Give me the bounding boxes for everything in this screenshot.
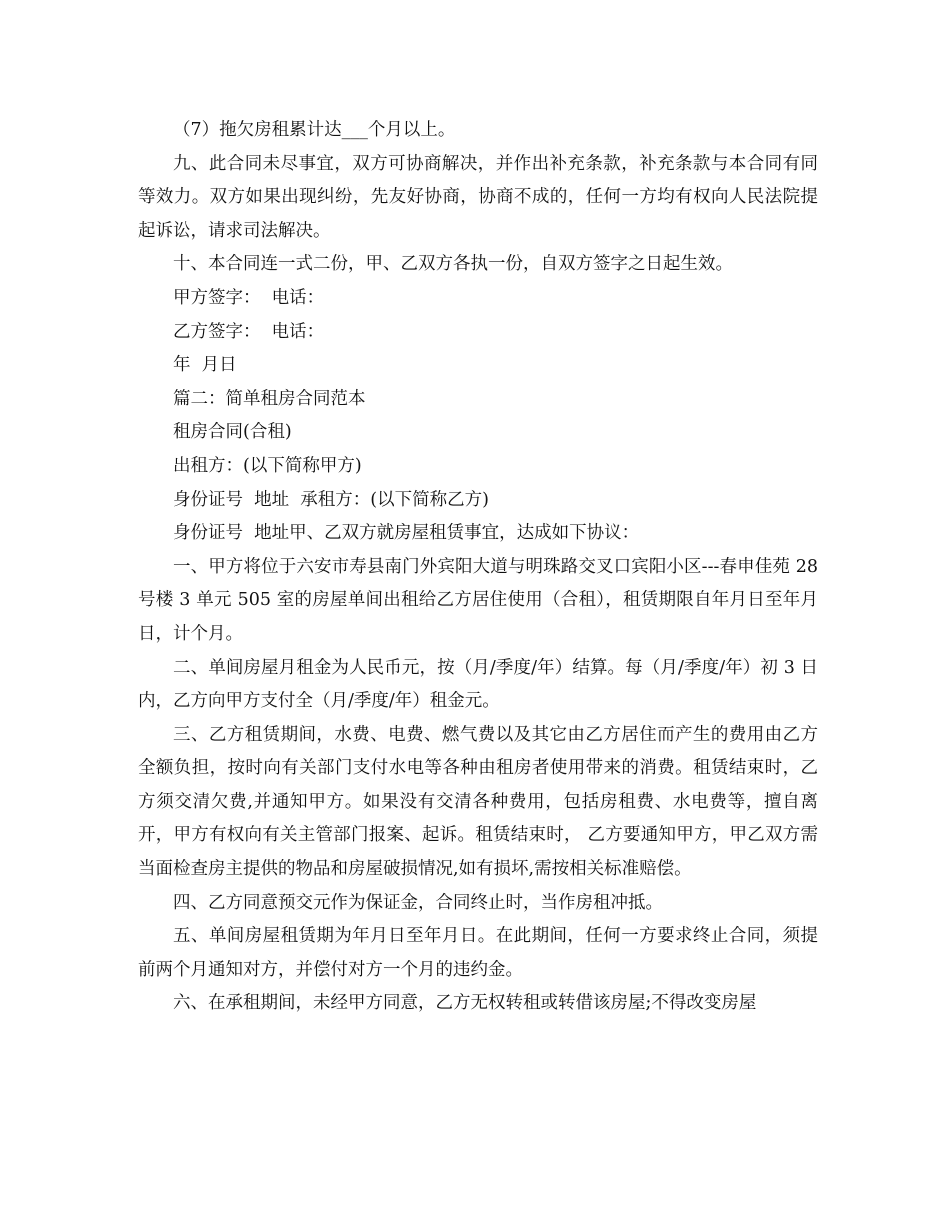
signature-line-party-b: 乙方签字： 电话：	[173, 321, 325, 342]
paragraph-clause-one: 一、甲方将位于六安市寿县南门外宾阳大道与明珠路交叉口宾阳小区---春申佳苑 28 号楼 3 单元 505 室的房屋单间出租给乙方居住使用（合租），租赁期限自年月日至年月日，计个月。	[138, 556, 824, 644]
id-address-agreement-line: 身份证号 地址甲、乙双方就房屋租赁事宜，达成如下协议：	[173, 523, 640, 544]
contract-title: 租房合同(合租)	[173, 422, 292, 443]
paragraph-clause-ten: 十、本合同连一式二份，甲、乙双方各执一份，自双方签字之日起生效。	[173, 254, 733, 275]
document-body	[138, 114, 824, 1021]
date-line: 年 月日	[173, 355, 237, 376]
paragraph-clause-five: 五、单间房屋租赁期为年月日至年月日。在此期间，任何一方要求终止合同，须提前两个月通知对方，并偿付对方一个月的违约金。	[138, 926, 818, 980]
paragraph-clause-four: 四、乙方同意预交元作为保证金，合同终止时，当作房租冲抵。	[173, 892, 663, 913]
paragraph-clause-three: 三、乙方租赁期间，水费、电费、燃气费以及其它由乙方居住而产生的费用由乙方全额负担，按时向有关部门支付水电等各种由租房者使用带来的消费。租赁结束时，乙方须交清欠费,并通知甲方。如果没有交清各种费用，包括房租费、水电费等，擅自离开，甲方有权向有关主管部门报案、起诉。租赁结束时， 乙方要通知甲方，甲乙双方需当面检查房主提供的物品和房屋破损情况,如有损坏,需按相关标准赔偿。	[138, 724, 818, 880]
id-address-lessee-line: 身份证号 地址 承租方：(以下简称乙方)	[173, 489, 489, 510]
signature-line-party-a: 甲方签字： 电话：	[173, 287, 325, 308]
paragraph-clause-six: 六、在承租期间，未经甲方同意，乙方无权转租或转借该房屋;不得改变房屋	[173, 993, 757, 1014]
lessor-line: 出租方：(以下简称甲方)	[173, 455, 362, 476]
section-heading: 篇二：简单租房合同范本	[173, 388, 366, 409]
paragraph-clause-nine: 九、此合同未尽事宜，双方可协商解决，并作出补充条款，补充条款与本合同有同等效力。双方如果出现纠纷，先友好协商，协商不成的，任何一方均有权向人民法院提起诉讼，请求司法解决。	[138, 153, 818, 241]
paragraph-clause-two: 二、单间房屋月租金为人民币元，按（月/季度/年）结算。每（月/季度/年）初 3 日内，乙方向甲方支付全（月/季度/年）租金元。	[138, 657, 818, 712]
paragraph-arrears-clause: （7）拖欠房租累计达___个月以上。	[173, 120, 456, 140]
